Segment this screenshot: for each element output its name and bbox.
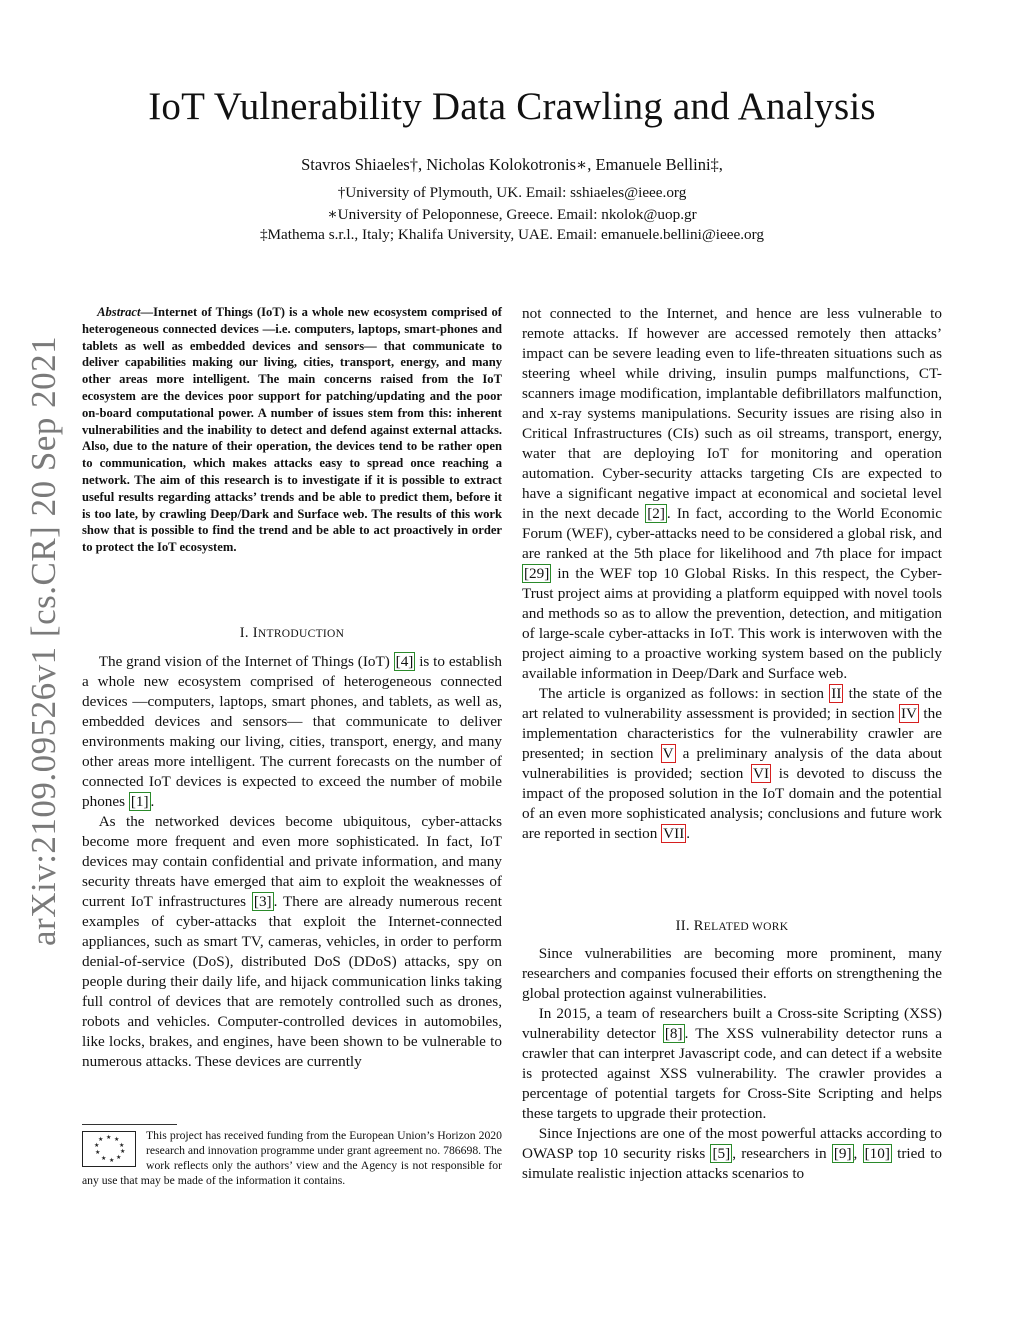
related-work-paragraph: Since vulnerabilities are becoming more prominent, many researchers and companies focused their efforts on strengthening the global protection against vulnerabilities. — [522, 945, 942, 1002]
related-work-paragraph: In 2015, a team of researchers built a Cross-site Scripting (XSS) vulnerability detector [8] . The XSS vulnerability detector runs a crawler that can interpret Javascript code, and can detect if a website is protected against XSS vulnerability. The crawler provides a percentage of potential targets for Cross-Site Scripting and helps these targets to upgrade their protection. — [522, 1005, 943, 1122]
intro-continued-paragraph: not connected to the Internet, and hence are less vulnerable to remote attacks. If however are accessed remotely then attacks’ impact can be severe leading even to life-threaten situations such as steering wheel while driving, insulin pumps malfunctions, CT-scanners image modification, implantable defibrillators malfunction, and x-ray systems manipulations. Security issues are rising also in Critical Infrastructures (CIs) such as oil streams, transport, energy, water that are deploying IoT for monitoring and operation automation. Cyber-security attacks targeting CIs are expected to have a significant negative impact at economical and societal level in the next decade [2] . In fact, according to the World Economic Forum (WEF), cyber-attacks need to be considered a global risk, and are ranked at the 5th place for likelihood and 7th place for impact [29] in the WEF top 10 Global Risks. In this respect, the Cyber-Trust project aims at providing a platform equipped with novel tools and methods so as to allow the prevention, detection, and mitigation of large-scale cyber-attacks in IoT. This work is interwoven with the project aiming to a proactive working system based on the publicly available information in Deep/Dark and Surface web. — [522, 305, 942, 682]
section-link[interactable]: VII — [663, 825, 685, 842]
abstract — [82, 304, 502, 556]
citation-link[interactable]: [8] — [664, 1025, 683, 1042]
section-link[interactable]: V — [662, 745, 674, 762]
citation-link[interactable]: [5] — [712, 1145, 731, 1162]
section-heading-introduction: I. INTRODUCTION — [239, 625, 345, 641]
section-link[interactable]: IV — [901, 705, 918, 722]
citation-link[interactable]: [29] — [524, 565, 550, 582]
organization-paragraph: The article is organized as follows: in section II the state of the art related to vulnerability assessment is provided; in section IV the implementation characteristics for the vulnerability crawler are presented; in section V a preliminary analysis of the data about vulnerabilities is provided; section VI is devoted to discuss the impact of the proposed solution in the IoT domain and the potential of an even more sophisticated analysis; conclusions and future work are reported in section VII . — [522, 685, 943, 842]
citation-link[interactable]: [10] — [864, 1145, 890, 1162]
related-work-body — [522, 944, 942, 1184]
paper-title: IoT Vulnerability Data Crawling and Analysis — [148, 85, 876, 128]
right-column-body — [522, 304, 942, 844]
footnote-rule — [82, 1124, 177, 1125]
abstract-text: —Internet of Things (IoT) is a whole new ecosystem comprised of heterogeneous connected devices —i.e. computers, laptops, smart-phones and tablets as well as embedded devices and sensors— that communicate to deliver capabilities making our living, cities, transport, energy, and many other areas more intelligent. The main concerns raised from the IoT ecosystem are the devices poor support for patching/updating and the poor on-board computational power. A number of issues stem from this: inherent vulnerabilities and the inability to detect and defend against external attacks. Also, due to the nature of their operation, the devices tend to be rather open to communication, which makes attacks easy to spread once reaching a network. The aim of this research is to investigate if it is possible to extract useful results regarding attacks’ trends and be able to predict them, before it is too late, by crawling Deep/Dark and Surface web. The results of this work show that is possible to find the trend and be able to act proactively in order to protect the IoT ecosystem. — [82, 305, 502, 555]
intro-paragraph: The grand vision of the Internet of Things (IoT) [4] is to establish a whole new ecosystem comprised of heterogeneous connected devices —computers, laptops, smart phones, and tablets, as well as, embedded devices and sensors— that communicate to deliver environments making our living, cities, transport, energy, and many other areas more intelligent. The current forecasts on the number of connected IoT devices is expected to exceed the number of mobile phones [1] . — [82, 653, 502, 810]
citation-link[interactable]: [1] — [130, 793, 149, 810]
affiliation-plymouth: †University of Plymouth, UK. Email: sshiaeles@ieee.org — [337, 184, 687, 201]
section-heading-related-work: II. RELATED WORK — [675, 918, 789, 934]
funding-footnote: ★ ★ ★ ★ ★ ★ ★ ★ ★ ★ This project has received funding from the European Union’s Horizon 2020 research and innovation programme under grant agreement no. 786698. The work reflects only the authors’ view and the Agency is not responsible for any use that may be made of the information it contains. — [82, 1128, 502, 1188]
citation-link[interactable]: [2] — [647, 505, 665, 522]
citation-link[interactable]: [4] — [395, 653, 414, 670]
citation-link[interactable]: [3] — [253, 893, 272, 910]
eu-flag-logo: ★ ★ ★ ★ ★ ★ ★ ★ ★ ★ — [82, 1131, 136, 1167]
abstract-label: Abstract — [97, 305, 141, 319]
intro-paragraph: As the networked devices become ubiquitous, cyber-attacks become more frequent and even more sophisticated. In fact, IoT devices may contain confidential and private information, and many security threats have emerged that aim to exploit the weaknesses of current IoT infrastructures [3] . There are already numerous recent examples of cyber-attacks that exploit the Internet-connected appliances, such as smart TV, cameras, vehicles, in order to perform denial-of-service (DoS), distributed DoS (DDoS) attacks, spy on people during their daily life, and hijack communication links taking full control of devices that are remotely controlled such as drones, robots and vehicles. Computer-controlled devices in automobiles, like locks, brakes, and engines, have been shown to be vulnerable to numerous attacks. These devices are currently — [82, 813, 502, 1070]
citation-link[interactable]: [9] — [833, 1145, 852, 1162]
paper-authors: Stavros Shiaeles†, Nicholas Kolokotronis∗, Emanuele Bellini‡, — [301, 155, 723, 174]
introduction-body — [82, 652, 502, 1072]
affiliation-mathema: ‡Mathema s.r.l., Italy; Khalifa University, UAE. Email: emanuele.bellini@ieee.org — [259, 226, 765, 243]
section-link[interactable]: VI — [753, 765, 770, 782]
related-work-paragraph: Since Injections are one of the most powerful attacks according to OWASP top 10 security risks [5] , researchers in [9] , [10] tried to simulate realistic injection attacks scenarios to — [522, 1125, 943, 1182]
affiliation-peloponnese: ∗University of Peloponnese, Greece. Email: nkolok@uop.gr — [327, 206, 697, 223]
section-link[interactable]: II — [831, 685, 842, 702]
arxiv-identifier: arXiv:2109.09526v1 [cs.CR] 20 Sep 2021 — [24, 335, 63, 946]
